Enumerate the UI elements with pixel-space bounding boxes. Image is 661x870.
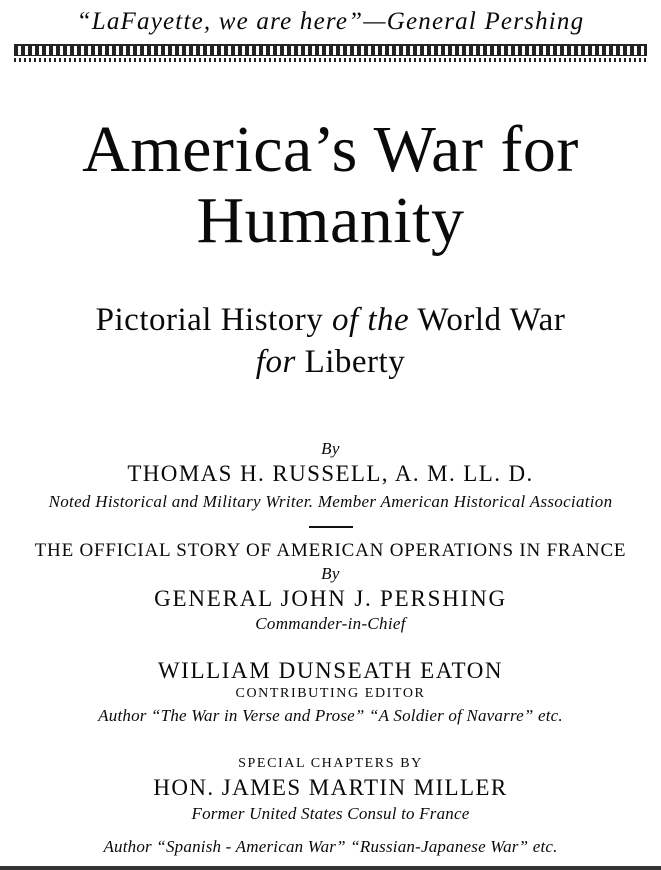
page-title-line-2: Humanity [196, 184, 465, 258]
ornamental-rule-top [14, 44, 647, 56]
author-by-label: By [321, 439, 340, 459]
author-description: Noted Historical and Military Writer. Member American Historical Association [48, 492, 613, 512]
page-subtitle-line-2 [0, 341, 661, 383]
page-title [0, 113, 661, 258]
special-chapters-label: SPECIAL CHAPTERS BY [238, 756, 423, 772]
eaton-works: Author “The War in Verse and Prose” “A Soldier of Navarre” etc. [98, 706, 563, 726]
official-story-text: THE OFFICIAL STORY OF AMERICAN OPERATIONS IN FRANCE [34, 540, 627, 562]
subtitle-italic-2: for [255, 344, 296, 381]
eaton-role: CONTRIBUTING EDITOR [235, 686, 426, 702]
eaton-name: WILLIAM DUNSEATH EATON [157, 658, 504, 684]
page-subtitle-line-1 [0, 299, 661, 341]
subtitle-text-1: Pictorial History [95, 301, 332, 338]
ornamental-rule-top-thin [14, 58, 647, 62]
pershing-by-label: By [321, 564, 340, 584]
miller-works: Author “Spanish - American War” “Russian-Japanese War” etc. [103, 837, 558, 857]
page-bottom-edge [0, 866, 661, 870]
subtitle-text-2: World War [409, 301, 566, 338]
page-title-line-1: America’s War for [82, 113, 579, 186]
page-subtitle [0, 299, 661, 383]
section-divider [309, 526, 353, 528]
credits-block [0, 439, 661, 857]
pershing-title: Commander-in-Chief [255, 614, 406, 634]
official-story-line [0, 540, 661, 562]
miller-description: Former United States Consul to France [191, 804, 470, 824]
subtitle-italic-1: of the [331, 301, 410, 338]
miller-name: HON. JAMES MARTIN MILLER [153, 775, 508, 801]
subtitle-text-3: Liberty [295, 344, 406, 381]
epigraph-quote: “LaFayette, we are here”—General Pershing [76, 8, 585, 35]
pershing-name: GENERAL JOHN J. PERSHING [154, 586, 507, 612]
author-name: THOMAS H. RUSSELL, A. M. LL. D. [127, 461, 534, 487]
